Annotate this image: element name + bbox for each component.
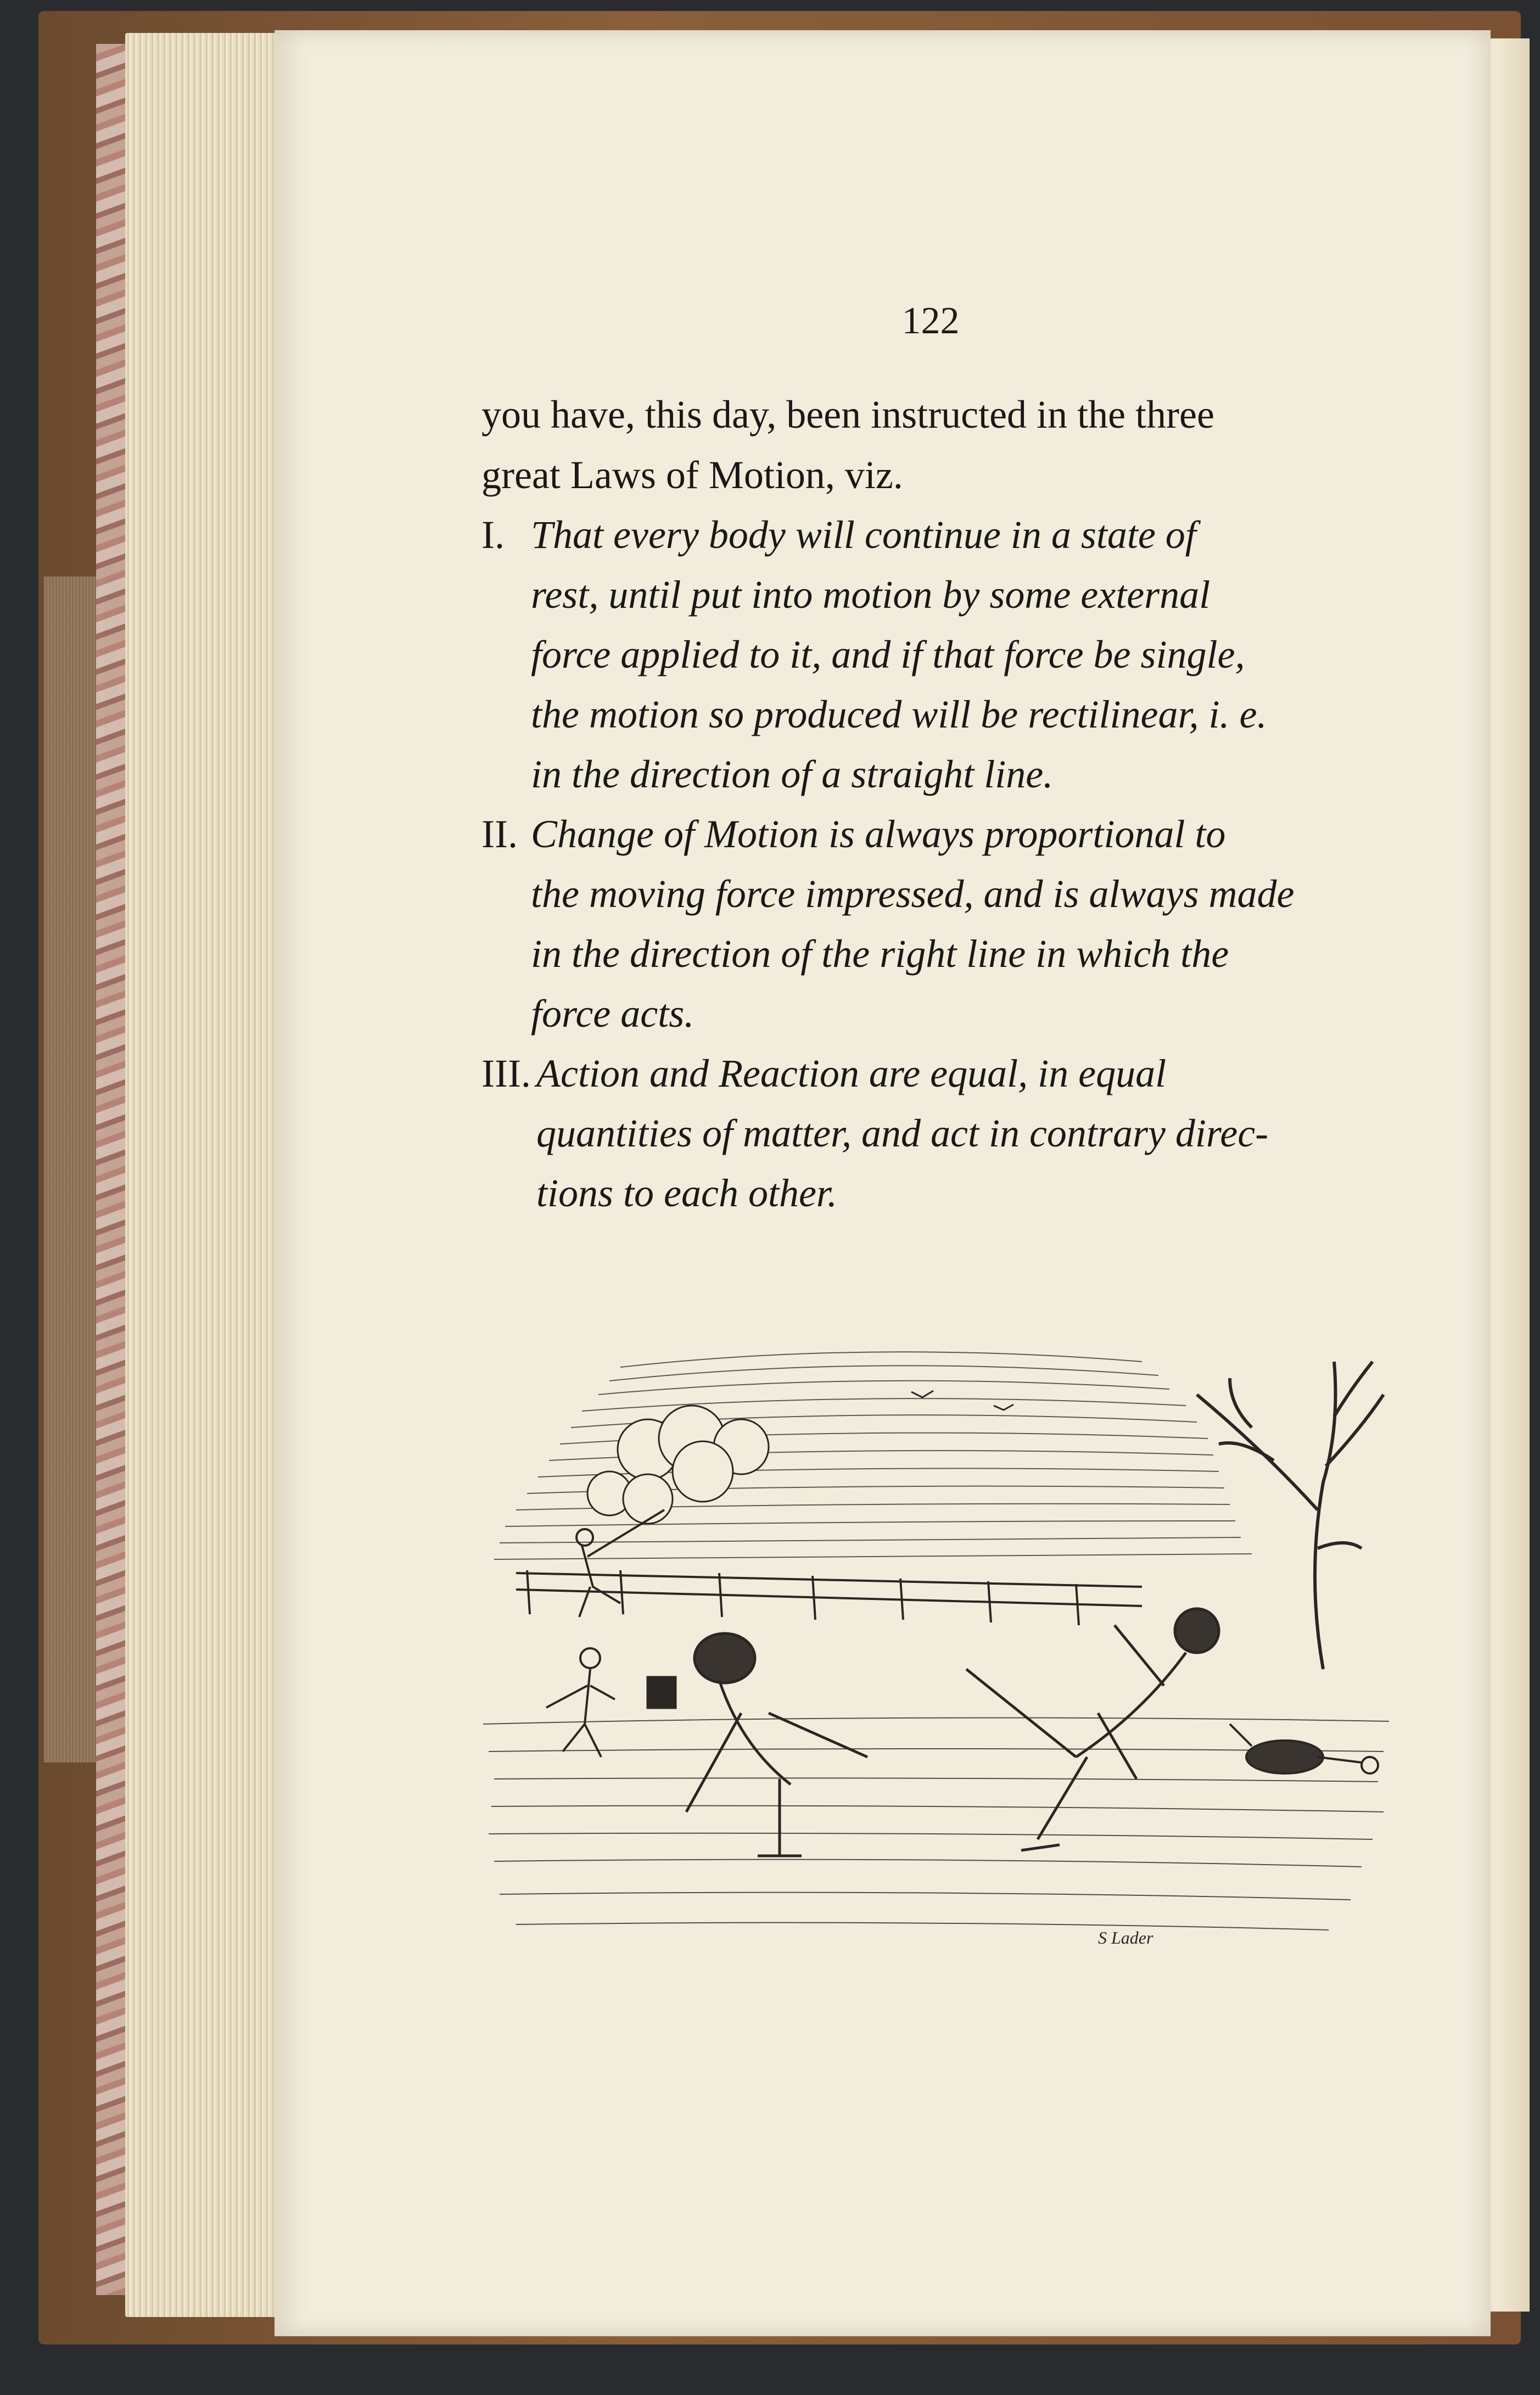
law-1-line-5: in the direction of a straight line.	[531, 752, 1054, 796]
law-1-line-4: the motion so produced will be rectilinear, i. e.	[531, 692, 1267, 736]
law-1	[481, 505, 1398, 804]
law-1-line-1: That every body will continue in a state of	[531, 513, 1196, 557]
law-1-line-2: rest, until put into motion by some external	[531, 573, 1211, 617]
falling-skater-left	[648, 1633, 867, 1856]
hunter-figure	[576, 1510, 664, 1617]
marbled-endpaper	[96, 44, 126, 2295]
law-3	[481, 1044, 1398, 1223]
law-2-line-1: Change of Motion is always proportional to	[531, 812, 1226, 856]
engraver-signature: S Lader	[1098, 1928, 1153, 1948]
law-2	[481, 804, 1398, 1044]
law-2-line-2: the moving force impressed, and is always made	[531, 872, 1295, 916]
bare-tree	[1197, 1362, 1384, 1669]
skating-engraving	[483, 1329, 1405, 1960]
law-3-line-2: quantities of matter, and act in contrary direc-	[536, 1111, 1269, 1155]
page-edges	[125, 33, 290, 2317]
intro-line-1: you have, this day, been instructed in the three	[481, 393, 1214, 437]
small-skater	[546, 1648, 615, 1757]
law-3-numeral: III.	[481, 1051, 531, 1095]
fallen-figure	[1230, 1724, 1378, 1773]
bird-2	[994, 1404, 1013, 1410]
falling-skater-right	[966, 1609, 1219, 1850]
sky-hatching	[494, 1352, 1252, 1559]
page-number: 122	[901, 300, 960, 342]
body-text	[481, 384, 1398, 1223]
law-1-line-3: force applied to it, and if that force be single,	[531, 633, 1245, 676]
bird-1	[911, 1391, 933, 1397]
law-1-numeral: I.	[481, 513, 505, 557]
law-2-line-4: force acts.	[531, 992, 695, 1036]
law-3-line-3: tions to each other.	[536, 1171, 837, 1215]
law-2-numeral: II.	[481, 812, 518, 856]
law-2-line-3: in the direction of the right line in which the	[531, 932, 1229, 976]
spine-cloth	[44, 577, 104, 1762]
intro-line-2: great Laws of Motion, viz.	[481, 453, 903, 497]
law-3-line-1: Action and Reaction are equal, in equal	[536, 1051, 1167, 1095]
